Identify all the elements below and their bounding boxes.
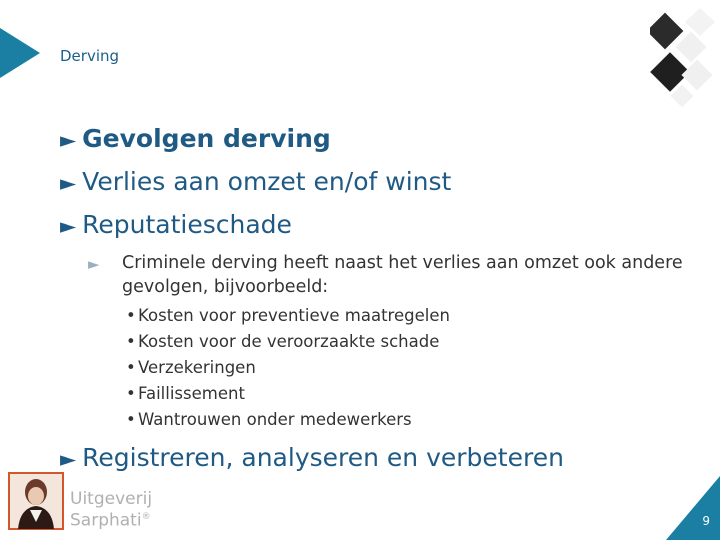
list-item: • Kosten voor de veroorzaakte schade xyxy=(126,332,440,351)
corner-accent-triangle xyxy=(0,28,40,78)
publisher-name: Uitgeverij Sarphati® xyxy=(70,489,153,531)
list-item: • Faillissement xyxy=(126,384,245,403)
bullet-level1: ► Gevolgen derving xyxy=(60,124,331,153)
bullet-list-level3 xyxy=(126,303,710,433)
bullet-level1: ► Registreren, analyseren en verbeteren xyxy=(60,443,564,472)
publisher-logo-portrait xyxy=(8,472,64,530)
bullet-level2: ► Criminele derving heeft naast het verlies aan omzet ook andere gevolgen, bijvoorbeeld: xyxy=(88,253,683,297)
bullet-level1: ► Verlies aan omzet en/of winst xyxy=(60,167,452,196)
page-number-badge xyxy=(666,476,720,540)
list-item: • Verzekeringen xyxy=(126,358,256,377)
slide-content xyxy=(60,118,710,480)
bullet-level1: ► Reputatieschade xyxy=(60,210,292,239)
arrow-bullet-icon: ► xyxy=(88,255,100,273)
page-number: 9 xyxy=(702,514,710,528)
slide-header: Derving xyxy=(60,47,120,65)
arrow-bullet-icon: ► xyxy=(60,128,77,152)
decorative-squares xyxy=(650,0,720,115)
arrow-bullet-icon: ► xyxy=(60,447,77,471)
list-item: • Wantrouwen onder medewerkers xyxy=(126,410,412,429)
arrow-bullet-icon: ► xyxy=(60,171,77,195)
list-item: • Kosten voor preventieve maatregelen xyxy=(126,306,450,325)
arrow-bullet-icon: ► xyxy=(60,214,77,238)
